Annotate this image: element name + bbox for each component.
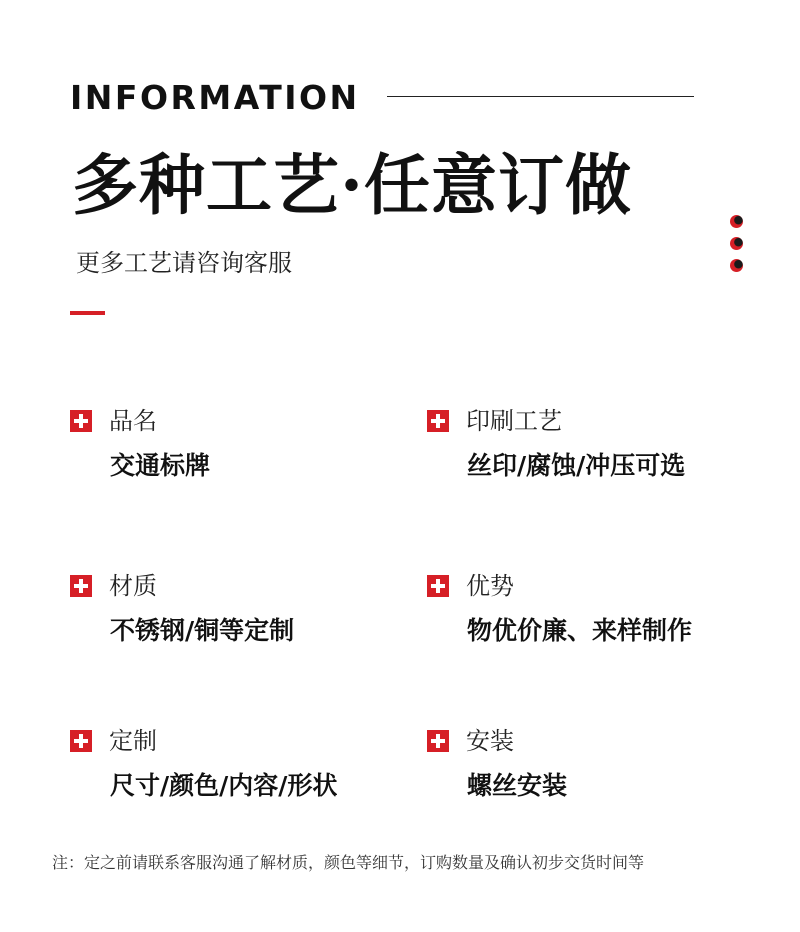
plus-icon [70, 730, 92, 752]
spec-label: 材质 [109, 572, 157, 600]
spec-value: 交通标牌 [110, 451, 211, 480]
spec-printing-process [427, 406, 767, 482]
spec-label: 优势 [466, 572, 514, 600]
spec-value: 物优价廉、来样制作 [467, 616, 693, 645]
spec-value: 不锈钢/铜等定制 [110, 616, 295, 645]
plus-icon [427, 575, 449, 597]
eyebrow-heading: INFORMATION [70, 78, 360, 117]
decorative-dots [730, 215, 744, 281]
spec-advantage [427, 571, 767, 647]
spec-label: 印刷工艺 [466, 407, 562, 435]
heading-divider [387, 96, 694, 97]
spec-value: 螺丝安装 [467, 771, 568, 800]
spec-material [70, 571, 410, 647]
footnote: 注：定之前请联系客服沟通了解材质，颜色等细节，订购数量及确认初步交货时间等 [52, 853, 645, 872]
plus-icon [427, 410, 449, 432]
spec-label: 安装 [466, 727, 514, 755]
dot-icon [730, 237, 743, 250]
plus-icon [70, 575, 92, 597]
page-subtitle: 更多工艺请咨询客服 [76, 249, 292, 277]
spec-label: 品名 [109, 407, 157, 435]
dot-icon [730, 215, 743, 228]
plus-icon [70, 410, 92, 432]
spec-label: 定制 [109, 727, 157, 755]
spec-customization [70, 726, 410, 802]
spec-product-name [70, 406, 410, 482]
spec-installation [427, 726, 767, 802]
spec-value: 丝印/腐蚀/冲压可选 [467, 451, 686, 480]
accent-bar [70, 311, 105, 315]
plus-icon [427, 730, 449, 752]
dot-icon [730, 259, 743, 272]
page-title: 多种工艺·任意订做 [72, 146, 632, 224]
spec-value: 尺寸/颜色/内容/形状 [110, 771, 338, 800]
